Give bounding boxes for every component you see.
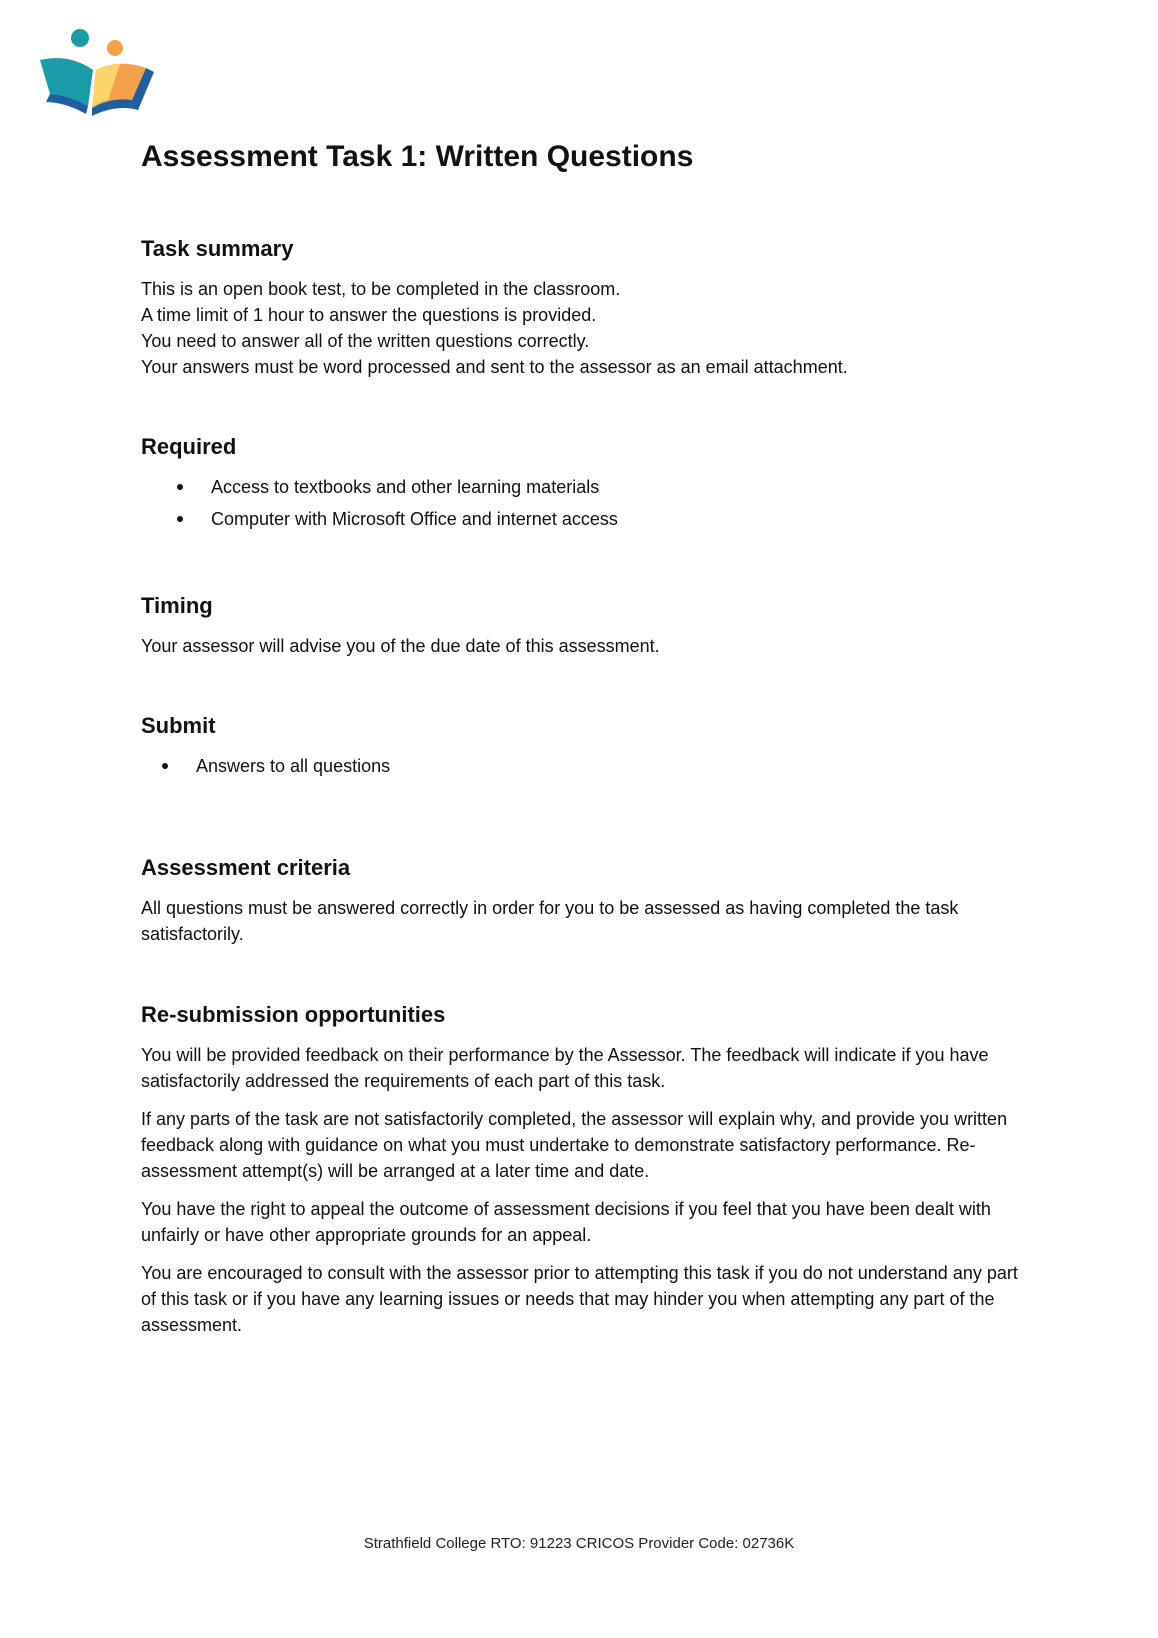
required-section: [141, 434, 1031, 538]
resubmission-paragraph: If any parts of the task are not satisfactorily completed, the assessor will explain why, and provide you written feedback along with guidance on what you must undertake to demonstrate satisfactory performance. Re-assessment attempt(s) will be arranged at a later time and date.: [141, 1109, 1008, 1181]
resubmission-section: [141, 1002, 1031, 1338]
required-item: Computer with Microsoft Office and internet access: [177, 506, 1031, 532]
timing-section: [141, 593, 1031, 659]
submit-list: [141, 753, 1031, 779]
resubmission-paragraph: You have the right to appeal the outcome of assessment decisions if you feel that you have been dealt with unfairly or have other appropriate grounds for an appeal.: [141, 1199, 991, 1245]
criteria-text: All questions must be answered correctly in order for you to be assessed as having completed the task satisfactorily.: [141, 898, 959, 944]
submit-section: [141, 713, 1031, 785]
page-footer: Strathfield College RTO: 91223 CRICOS Provider Code: 02736K: [363, 1535, 795, 1552]
submit-heading: Submit: [141, 713, 216, 738]
required-heading: Required: [141, 434, 237, 459]
bullet-icon: [177, 484, 183, 490]
task-summary-lines: [141, 276, 1031, 380]
criteria-heading: Assessment criteria: [141, 855, 351, 880]
bullet-icon: [177, 516, 183, 522]
timing-text: Your assessor will advise you of the due date of this assessment.: [141, 636, 660, 656]
required-list: [141, 474, 1031, 532]
resubmission-paragraph: You will be provided feedback on their performance by the Assessor. The feedback will indicate if you have satisfactorily addressed the requirements of each part of this task.: [141, 1045, 989, 1091]
timing-heading: Timing: [141, 593, 213, 618]
task-summary-line: This is an open book test, to be completed in the classroom.: [141, 279, 621, 299]
resubmission-paragraph: You are encouraged to consult with the assessor prior to attempting this task if you do not understand any part of this task or if you have any learning issues or needs that may hinder you when attempting any part of the assessment.: [141, 1263, 1018, 1335]
page-title: Assessment Task 1: Written Questions: [141, 140, 694, 173]
bullet-icon: [162, 763, 168, 769]
task-summary-heading: Task summary: [141, 236, 294, 261]
task-summary-section: [141, 236, 1031, 380]
logo-head-teal: [71, 29, 89, 47]
criteria-section: [141, 855, 1031, 947]
college-logo: [38, 28, 156, 116]
submit-item: Answers to all questions: [162, 753, 1031, 779]
task-summary-line: Your answers must be word processed and sent to the assessor as an email attachment.: [141, 357, 848, 377]
resubmission-heading: Re-submission opportunities: [141, 1002, 446, 1027]
task-summary-line: You need to answer all of the written questions correctly.: [141, 331, 590, 351]
logo-head-orange: [107, 40, 123, 56]
required-item: Access to textbooks and other learning materials: [177, 474, 1031, 500]
task-summary-line: A time limit of 1 hour to answer the questions is provided.: [141, 305, 597, 325]
